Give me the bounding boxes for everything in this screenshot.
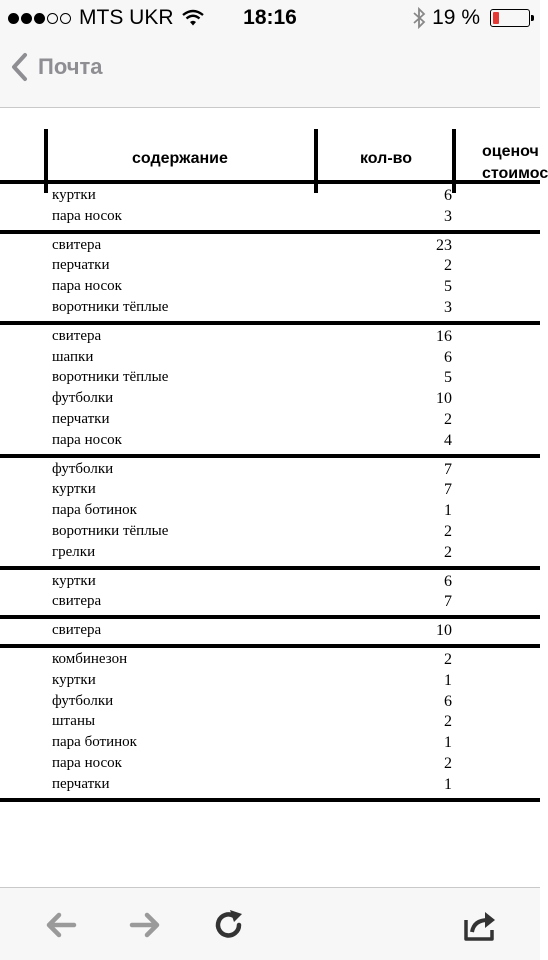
item-quantity: 3 [444, 207, 452, 225]
item-group [0, 230, 540, 321]
battery-level-fill [493, 12, 499, 24]
bluetooth-icon [412, 7, 426, 29]
item-name: футболки [52, 390, 114, 407]
item-quantity: 1 [444, 671, 452, 689]
item-name: футболки [52, 460, 114, 477]
chevron-left-icon [10, 52, 28, 82]
item-quantity: 10 [436, 390, 452, 408]
item-quantity: 4 [444, 431, 452, 449]
reload-icon[interactable] [212, 908, 246, 942]
item-name: куртки [52, 481, 96, 498]
item-name: свитера [52, 327, 102, 344]
table-row [0, 207, 540, 228]
table-row [0, 522, 540, 543]
table-row [0, 733, 540, 754]
table-row [0, 754, 540, 775]
table-row [0, 712, 540, 733]
item-name: пара носок [52, 278, 122, 295]
battery-icon [490, 9, 530, 27]
table-row [0, 460, 540, 481]
table-row [0, 543, 540, 564]
item-name: куртки [52, 671, 96, 688]
item-quantity: 5 [444, 278, 452, 296]
carrier-name: MTS UKR [79, 6, 174, 29]
item-quantity: 6 [444, 572, 452, 590]
item-quantity: 10 [436, 622, 452, 640]
item-group [0, 180, 540, 230]
item-quantity: 2 [444, 713, 452, 731]
table-row [0, 327, 540, 348]
item-name: шапки [52, 348, 94, 365]
item-group [0, 644, 540, 802]
table-row [0, 410, 540, 431]
item-name: футболки [52, 692, 114, 709]
document-viewer[interactable] [0, 109, 548, 887]
item-name: свитера [52, 593, 102, 610]
status-bar [0, 0, 540, 36]
item-quantity: 7 [444, 593, 452, 611]
table-row [0, 592, 540, 613]
item-name: пара носок [52, 207, 122, 224]
table-row [0, 501, 540, 522]
item-name: воротники тёплые [52, 298, 169, 315]
item-name: куртки [52, 187, 96, 203]
item-quantity: 3 [444, 298, 452, 316]
item-name: перчатки [52, 410, 110, 427]
header-value-line: оценоч [482, 143, 539, 160]
item-quantity: 6 [444, 692, 452, 710]
item-quantity: 7 [444, 460, 452, 478]
item-name: комбинезон [52, 650, 128, 667]
table-row [0, 348, 540, 369]
battery-percent: 19 % [432, 6, 480, 29]
navigation-bar [0, 36, 540, 108]
item-quantity: 23 [436, 236, 452, 254]
status-right [412, 6, 530, 30]
header-quantity: кол-во [360, 150, 413, 167]
item-name: свитера [52, 622, 102, 639]
table-row [0, 480, 540, 501]
item-quantity: 2 [444, 257, 452, 275]
table-row [0, 431, 540, 452]
item-name: пара ботинок [52, 734, 137, 751]
table-row [0, 256, 540, 277]
table-row [0, 389, 540, 410]
table-row [0, 650, 540, 671]
table-body [0, 180, 540, 802]
item-quantity: 1 [444, 775, 452, 793]
table-row [0, 236, 540, 257]
item-quantity: 7 [444, 481, 452, 499]
item-name: воротники тёплые [52, 369, 169, 386]
item-group [0, 566, 540, 616]
item-name: пара носок [52, 431, 122, 448]
item-quantity: 6 [444, 348, 452, 366]
header-content: содержание [132, 150, 228, 167]
item-name: перчатки [52, 257, 110, 274]
item-quantity: 1 [444, 502, 452, 520]
item-quantity: 16 [436, 327, 452, 345]
table-row [0, 671, 540, 692]
item-group [0, 615, 540, 644]
table-row [0, 277, 540, 298]
table-row [0, 621, 540, 642]
item-quantity: 2 [444, 754, 452, 772]
table-row [0, 572, 540, 593]
share-icon[interactable] [462, 908, 496, 942]
item-name: свитера [52, 236, 102, 253]
arrow-right-icon[interactable] [128, 908, 162, 942]
table-row [0, 775, 540, 796]
item-name: пара носок [52, 754, 122, 771]
back-button-label: Почта [38, 54, 103, 79]
item-quantity: 2 [444, 543, 452, 561]
item-group [0, 321, 540, 454]
item-quantity: 6 [444, 187, 452, 204]
item-quantity: 2 [444, 522, 452, 540]
item-quantity: 5 [444, 369, 452, 387]
item-name: воротники тёплые [52, 522, 169, 539]
back-to-mail-button[interactable] [10, 52, 103, 82]
table-row [0, 298, 540, 319]
item-name: грелки [52, 543, 96, 560]
item-group [0, 454, 540, 566]
arrow-left-icon[interactable] [44, 908, 78, 942]
table-row [0, 368, 540, 389]
item-name: пара ботинок [52, 502, 137, 519]
table-row [0, 692, 540, 713]
item-quantity: 2 [444, 410, 452, 428]
bottom-toolbar [0, 887, 540, 960]
status-time: 18:16 [243, 6, 297, 29]
item-name: штаны [52, 713, 96, 730]
item-name: куртки [52, 572, 96, 589]
header-value-line: стоимос [482, 165, 548, 182]
table-row [0, 186, 540, 207]
item-name: перчатки [52, 775, 110, 792]
item-quantity: 1 [444, 734, 452, 752]
header-estimated-value [482, 141, 548, 185]
item-quantity: 2 [444, 650, 452, 668]
